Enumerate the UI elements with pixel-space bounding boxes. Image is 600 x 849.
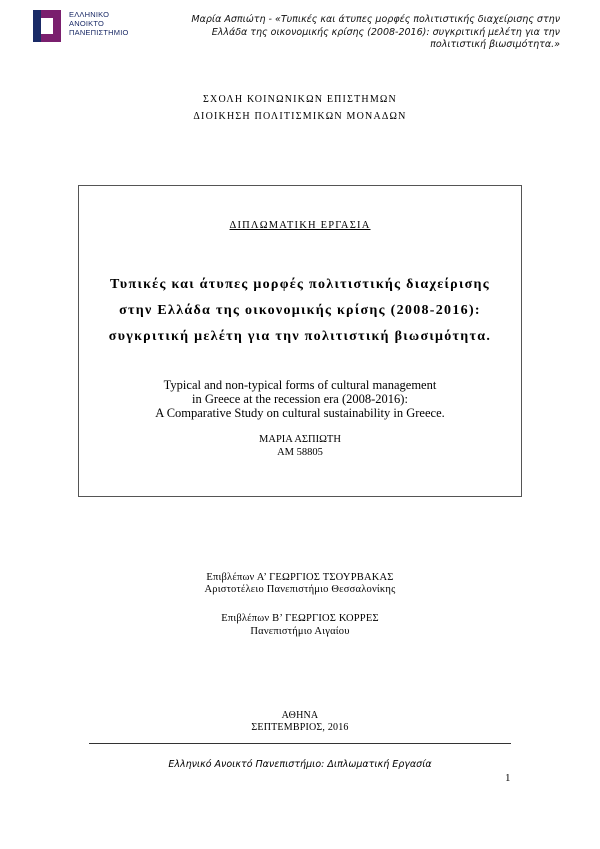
greek-title-line: στην Ελλάδα της οικονομικής κρίσης (2008-2016): [119,303,481,318]
supervisor-a-name: Επιβλέπων Α’ ΓΕΩΡΓΙΟΣ ΤΣΟΥΡΒΑΚΑΣ [206,572,394,583]
university-logo [31,8,129,48]
running-header: Μαρία Ασπιώτη - «Τυπικές και άτυπες μορφές πολιτιστικής διαχείρισης στην Ελλάδα της οικονομικής κρίσης (2008-2016): συγκριτική μελέτη για την πολιτιστική βιωσιμότητα.» [191,14,560,50]
greek-title-line: Τυπικές και άτυπες μορφές πολιτιστικής διαχείρισης [110,277,490,292]
logo-text-line1: ΕΛΛΗΝΙΚΟ [69,10,110,19]
supervisor-b-university: Πανεπιστήμιο Αιγαίου [250,626,350,637]
supervisor-b-name: Επιβλέπων Β’ ΓΕΩΡΓΙΟΣ ΚΟΡΡΕΣ [221,613,379,624]
logo-emblem-icon [31,8,65,44]
thesis-label: ΔΙΠΛΩΜΑΤΙΚΗ ΕΡΓΑΣΙΑ [229,220,371,231]
greek-title-line: συγκριτική μελέτη για την πολιτιστική βιωσιμότητα. [108,329,492,344]
logo-text-line3: ΠΑΝΕΠΙΣΤΗΜΙΟ [69,28,129,37]
footer-divider [89,743,511,744]
english-title [79,378,521,420]
student-id: ΑΜ 58805 [277,447,323,458]
school-name: ΣΧΟΛΗ ΚΟΙΝΩΝΙΚΩΝ ΕΠΙΣΤΗΜΩΝ [203,94,397,105]
greek-title [79,272,521,350]
footer-text: Ελληνικό Ανοικτό Πανεπιστήμιο: Διπλωματική Εργασία [168,759,432,770]
date: ΣΕΠΤΕΜΒΡΙΟΣ, 2016 [251,722,349,733]
english-title-line: A Comparative Study on cultural sustainability in Greece. [155,406,445,420]
logo-text-line2: ΑΝΟΙΚΤΟ [69,19,105,28]
program-name: ΔΙΟΙΚΗΣΗ ΠΟΛΙΤΙΣΜΙΚΩΝ ΜΟΝΑΔΩΝ [193,111,407,122]
author-name: ΜΑΡΙΑ ΑΣΠΙΩΤΗ [259,434,341,445]
english-title-line: Typical and non-typical forms of cultural management [163,378,437,392]
english-title-line: in Greece at the recession era (2008-2016): [192,392,408,406]
supervisor-a-university: Αριστοτέλειο Πανεπιστήμιο Θεσσαλονίκης [204,584,396,595]
city: ΑΘΗΝΑ [281,710,319,721]
author-block [79,433,521,459]
page-number: 1 [505,772,511,784]
title-frame [78,185,522,497]
